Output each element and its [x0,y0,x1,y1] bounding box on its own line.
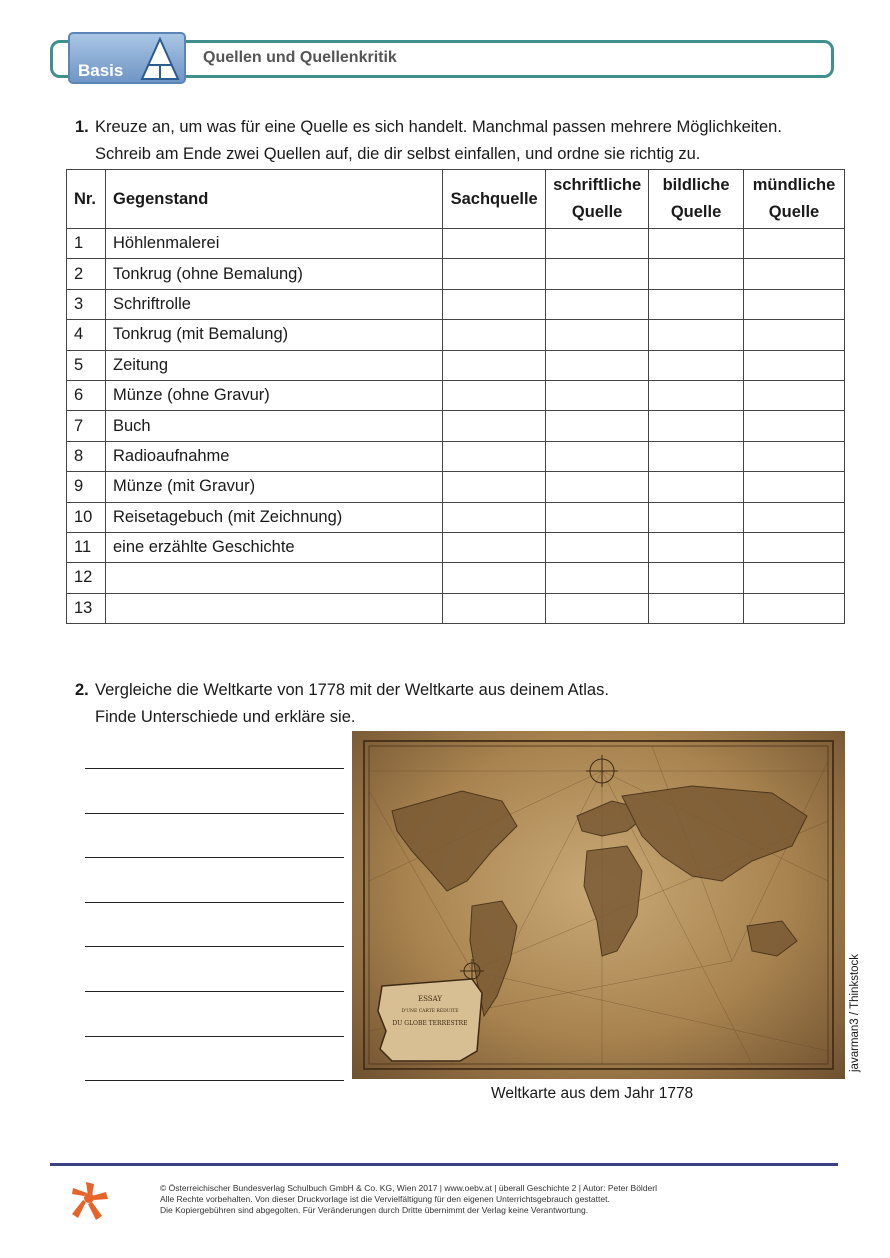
checkbox-cell-muendliche-quelle[interactable] [744,441,845,471]
row-number: 4 [67,320,106,350]
row-number: 6 [67,380,106,410]
answer-line[interactable] [85,902,344,903]
checkbox-cell-sachquelle[interactable] [443,259,546,289]
triangle-level-icon [140,37,180,83]
row-item[interactable] [105,563,442,593]
publisher-logo-icon [70,1180,110,1222]
row-number: 8 [67,441,106,471]
cartouche-line-3: DU GLOBE TERRESTRE [392,1020,468,1027]
checkbox-cell-sachquelle[interactable] [443,289,546,319]
table-row [67,502,845,532]
table-body [67,229,845,624]
checkbox-cell-sachquelle[interactable] [443,563,546,593]
task-1-number: 1. [75,118,89,136]
row-number: 13 [67,593,106,623]
checkbox-cell-muendliche-quelle[interactable] [744,472,845,502]
row-number: 1 [67,229,106,259]
row-number: 2 [67,259,106,289]
checkbox-cell-sachquelle[interactable] [443,411,546,441]
checkbox-cell-bildliche-quelle[interactable] [649,532,744,562]
row-number: 3 [67,289,106,319]
checkbox-cell-schriftliche-quelle[interactable] [546,441,649,471]
basis-badge [68,32,186,84]
table-row [67,380,845,410]
task-1-instructions [75,114,782,168]
table-row [67,350,845,380]
row-number: 11 [67,532,106,562]
checkbox-cell-sachquelle[interactable] [443,593,546,623]
row-item: Radioaufnahme [105,441,442,471]
answer-line[interactable] [85,857,344,858]
checkbox-cell-bildliche-quelle[interactable] [649,593,744,623]
row-number: 5 [67,350,106,380]
task-2-line-1: Vergleiche die Weltkarte von 1778 mit der Weltkarte aus deinem Atlas. [95,681,609,699]
checkbox-cell-schriftliche-quelle[interactable] [546,229,649,259]
answer-line[interactable] [85,1080,344,1081]
checkbox-cell-muendliche-quelle[interactable] [744,380,845,410]
checkbox-cell-sachquelle[interactable] [443,441,546,471]
header-muendliche-quelle: mündliche Quelle [744,170,845,229]
row-item: Münze (mit Gravur) [105,472,442,502]
row-number: 12 [67,563,106,593]
checkbox-cell-sachquelle[interactable] [443,320,546,350]
header-gegenstand: Gegenstand [105,170,442,229]
checkbox-cell-sachquelle[interactable] [443,472,546,502]
checkbox-cell-schriftliche-quelle[interactable] [546,472,649,502]
answer-line[interactable] [85,991,344,992]
checkbox-cell-bildliche-quelle[interactable] [649,289,744,319]
answer-line[interactable] [85,946,344,947]
footer-line-1: © Österreichischer Bundesverlag Schulbuch GmbH & Co. KG, Wien 2017 | www.oebv.at | überall Geschichte 2 | Autor: Peter Bölderl [160,1183,657,1193]
row-item[interactable] [105,593,442,623]
map-caption: Weltkarte aus dem Jahr 1778 [491,1085,694,1102]
answer-line[interactable] [85,768,344,769]
row-item: Münze (ohne Gravur) [105,380,442,410]
footer-line-2: Alle Rechte vorbehalten. Von dieser Druckvorlage ist die Vervielfältigung für den eigenen Unterrichtsgebrauch gestattet. [160,1194,610,1204]
table-row [67,593,845,623]
checkbox-cell-muendliche-quelle[interactable] [744,532,845,562]
footer-copyright [160,1183,657,1216]
checkbox-cell-muendliche-quelle[interactable] [744,229,845,259]
task-2-number: 2. [75,681,89,699]
checkbox-cell-muendliche-quelle[interactable] [744,411,845,441]
table-row [67,472,845,502]
task-2-line-2: Finde Unterschiede und erkläre sie. [95,708,356,726]
footer-divider [50,1163,838,1166]
page-title: Quellen und Quellenkritik [203,49,397,66]
row-item: Reisetagebuch (mit Zeichnung) [105,502,442,532]
row-number: 10 [67,502,106,532]
badge-label: Basis [78,61,124,80]
checkbox-cell-schriftliche-quelle[interactable] [546,411,649,441]
row-item: Höhlenmalerei [105,229,442,259]
row-number: 7 [67,411,106,441]
checkbox-cell-schriftliche-quelle[interactable] [546,380,649,410]
source-table [66,169,845,624]
checkbox-cell-bildliche-quelle[interactable] [649,229,744,259]
header-sachquelle: Sachquelle [443,170,546,229]
checkbox-cell-schriftliche-quelle[interactable] [546,289,649,319]
checkbox-cell-schriftliche-quelle[interactable] [546,502,649,532]
image-credit: javarman3 / Thinkstock [849,953,861,1072]
footer-line-3: Die Kopiergebühren sind abgegolten. Für Veränderungen durch Dritte übernimmt der Verlag keine Verantwortung. [160,1205,589,1215]
checkbox-cell-muendliche-quelle[interactable] [744,289,845,319]
row-item: Schriftrolle [105,289,442,319]
checkbox-cell-schriftliche-quelle[interactable] [546,320,649,350]
task-1-line-2: Schreib am Ende zwei Quellen auf, die dir selbst einfallen, und ordne sie richtig zu. [95,145,701,163]
checkbox-cell-bildliche-quelle[interactable] [649,472,744,502]
row-item: eine erzählte Geschichte [105,532,442,562]
answer-line[interactable] [85,1036,344,1037]
checkbox-cell-muendliche-quelle[interactable] [744,593,845,623]
checkbox-cell-sachquelle[interactable] [443,532,546,562]
checkbox-cell-sachquelle[interactable] [443,502,546,532]
table-row [67,320,845,350]
checkbox-cell-bildliche-quelle[interactable] [649,563,744,593]
checkbox-cell-muendliche-quelle[interactable] [744,350,845,380]
checkbox-cell-muendliche-quelle[interactable] [744,502,845,532]
header-schriftliche-quelle: schriftliche Quelle [546,170,649,229]
header-bildliche-quelle: bildliche Quelle [649,170,744,229]
answer-line[interactable] [85,813,344,814]
checkbox-cell-muendliche-quelle[interactable] [744,320,845,350]
checkbox-cell-bildliche-quelle[interactable] [649,411,744,441]
checkbox-cell-bildliche-quelle[interactable] [649,259,744,289]
world-map-1778-image [352,731,845,1079]
checkbox-cell-sachquelle[interactable] [443,229,546,259]
checkbox-cell-bildliche-quelle[interactable] [649,350,744,380]
table-row [67,441,845,471]
checkbox-cell-schriftliche-quelle[interactable] [546,259,649,289]
row-item: Zeitung [105,350,442,380]
checkbox-cell-bildliche-quelle[interactable] [649,380,744,410]
cartouche-line-1: ESSAY [418,995,442,1003]
row-item: Tonkrug (ohne Bemalung) [105,259,442,289]
table-row [67,411,845,441]
row-item: Tonkrug (mit Bemalung) [105,320,442,350]
task-1-line-1: Kreuze an, um was für eine Quelle es sich handelt. Manchmal passen mehrere Möglichkeiten. [95,118,782,136]
checkbox-cell-sachquelle[interactable] [443,380,546,410]
table-row [67,532,845,562]
cartouche-line-2: D'UNE CARTE RÉDUITE [401,1009,459,1014]
checkbox-cell-schriftliche-quelle[interactable] [546,563,649,593]
checkbox-cell-schriftliche-quelle[interactable] [546,350,649,380]
table-header-row [67,170,845,229]
checkbox-cell-sachquelle[interactable] [443,350,546,380]
checkbox-cell-bildliche-quelle[interactable] [649,502,744,532]
table-row [67,229,845,259]
checkbox-cell-bildliche-quelle[interactable] [649,320,744,350]
table-row [67,563,845,593]
task-2-instructions [75,677,609,731]
checkbox-cell-bildliche-quelle[interactable] [649,441,744,471]
table-row [67,289,845,319]
checkbox-cell-muendliche-quelle[interactable] [744,259,845,289]
row-number: 9 [67,472,106,502]
checkbox-cell-muendliche-quelle[interactable] [744,563,845,593]
table-row [67,259,845,289]
row-item: Buch [105,411,442,441]
checkbox-cell-schriftliche-quelle[interactable] [546,593,649,623]
checkbox-cell-schriftliche-quelle[interactable] [546,532,649,562]
header-nr: Nr. [67,170,106,229]
